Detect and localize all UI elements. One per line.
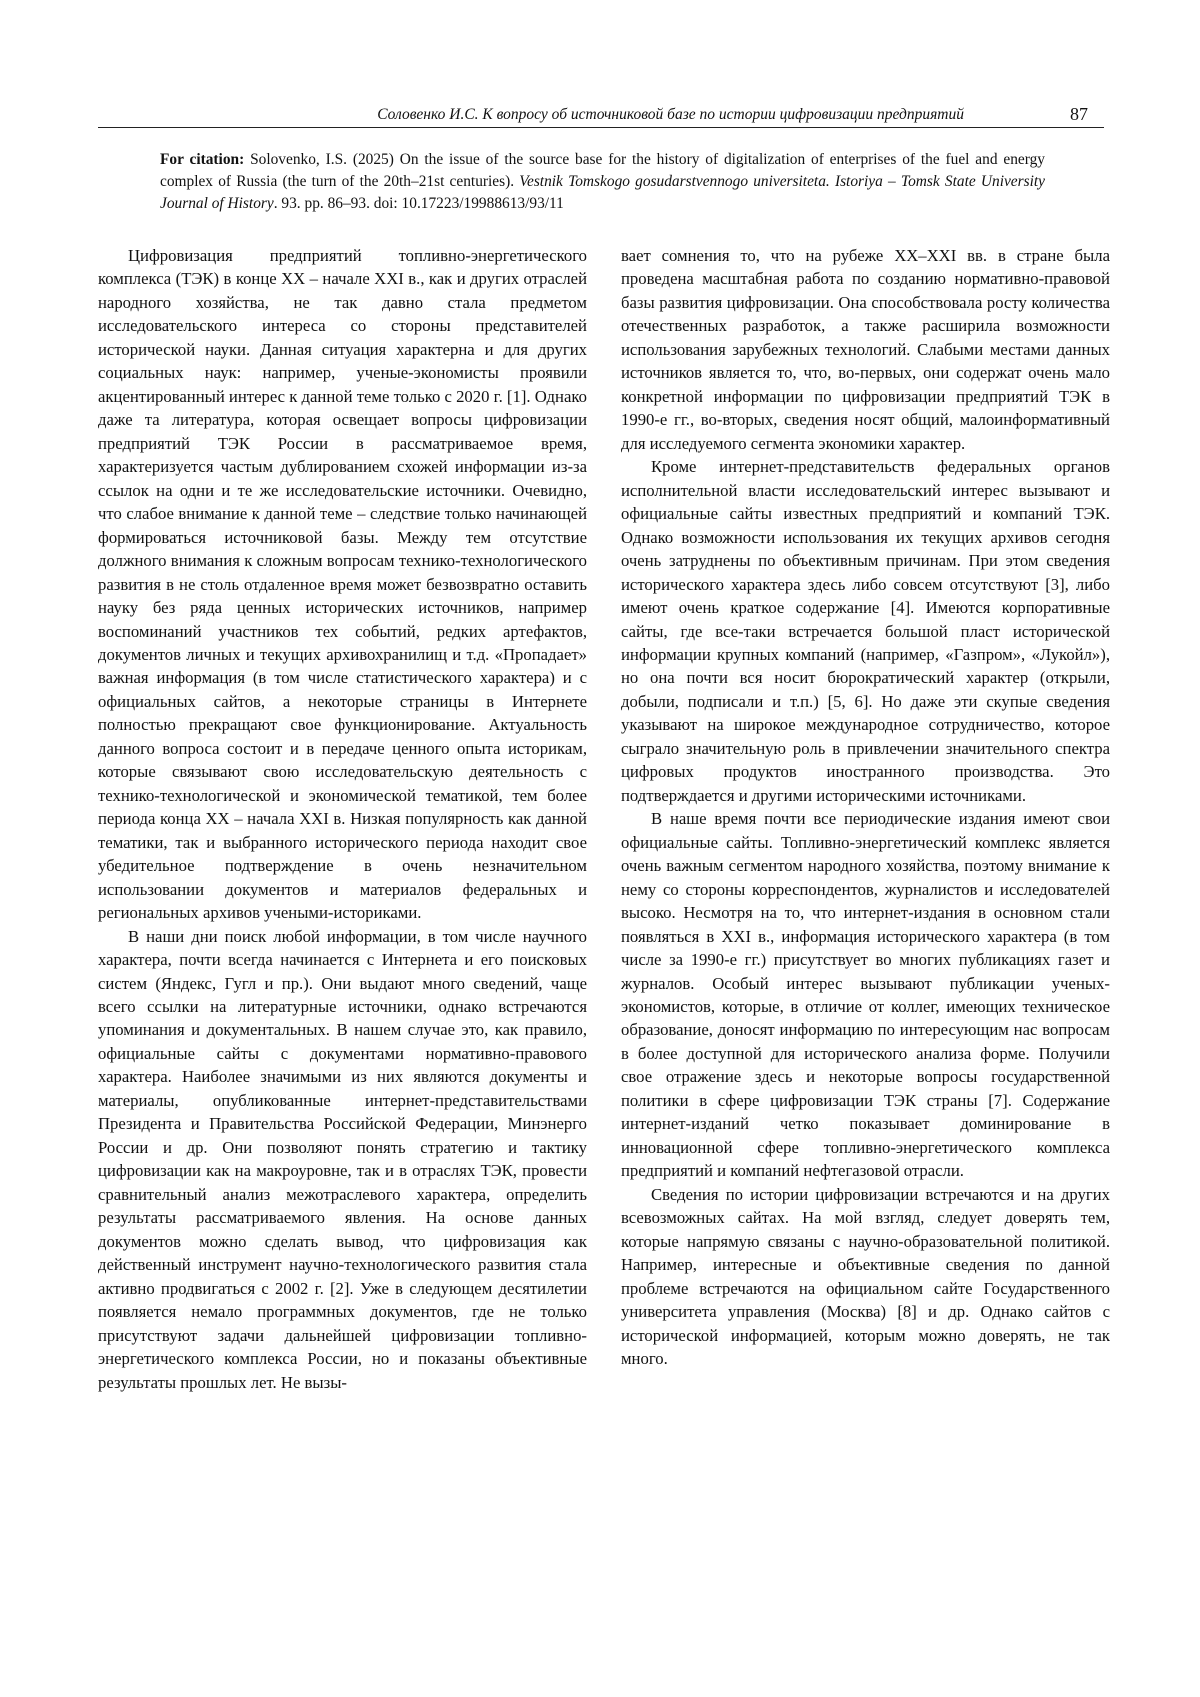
body-paragraph: В наши дни поиск любой информации, в том числе научного характера, почти всегда начинается с Интернета и его поисковых систем (Яндекс, Гугл и пр.). Они выдают много сведений, чаще всего ссылки на литературные источники, однако встречаются упоминания и документальных. В нашем случае это, как правило, официальные сайты с документами нормативно-правового характера. Наиболее значимыми из них являются документы и материалы, опубликованные интернет-представительствами Президента и Правительства Российской Федерации, Минэнерго России и др. Они позволяют понять стратегию и тактику цифровизации как на макроуровне, так и в отраслях ТЭК, провести сравнительный анализ межотраслевого характера, определить результаты рассматриваемого явления. На основе данных документов можно сделать вывод, что цифровизация как действенный инструмент научно-технологического развития стала активно продвигаться с 2002 г. [2]. Уже в следующем десятилетии появляется немало программных документов, где не только присутствуют задачи дальнейшей цифровизации топливно-энергетического комплекса России, но и показаны объективные результаты прошлых лет. Не вызы-	[98, 926, 587, 1392]
body-paragraph: вает сомнения то, что на рубеже XX–XXI вв. в стране была проведена масштабная работа по созданию нормативно-правовой базы развития цифровизации. Она способствовала росту количества отечественных разработок, а также расширила возможности использования зарубежных технологий. Слабыми местами данных источников является то, что, во-первых, они содержат очень мало конкретной информации по цифровизации предприятий ТЭК в 1990-е гг., во-вторых, сведения носят общий, малоинформативный для исследуемого сегмента экономики характер.	[621, 246, 1110, 453]
citation-journal: Vestnik Tomskogo gosudarstvennogo universiteta. Istoriya – Tomsk State University Journal of History	[160, 173, 1045, 212]
body-paragraph: Кроме интернет-представительств федеральных органов исполнительной власти исследовательский интерес вызывают и официальные сайты известных предприятий и компаний ТЭК. Однако возможности использования их текущих архивов сегодня очень затруднены по объективным причинам. При этом сведения исторического характера здесь либо совсем отсутствуют [3], либо имеют очень краткое содержание [4]. Имеются корпоративные сайты, где все-таки встречается большой пласт исторической информации крупных компаний (например, «Газпром», «Лукойл»), но она почти вся носит бюрократический характер (открыли, добыли, подписали и т.п.) [5, 6]. Но даже эти скупые сведения указывают на широкое международное сотрудничество, которое сыграло значительную роль в привлечении значительного спектра цифровых продуктов иностранного производства. Это подтверждается и другими историческими источниками.	[621, 457, 1110, 805]
left-column	[98, 244, 587, 1394]
citation-text: Solovenko, I.S. (2025) On the issue of the source base for the history of digitalization of enterprises of the fuel and energy complex of Russia (the turn of the 20th–21st centuries).	[160, 151, 1045, 190]
body-paragraph: Цифровизация предприятий топливно-энергетического комплекса (ТЭК) в конце XX – начале XXI в., как и других отраслей народного хозяйства, не так давно стала предметом исследовательского интереса со стороны представителей исторической науки. Данная ситуация характерна и для других социальных наук: например, ученые-экономисты проявили акцентированный интерес к данной теме только с 2020 г. [1]. Однако даже та литература, которая освещает вопросы цифровизации предприятий ТЭК России в рассматриваемое время, характеризуется частым дублированием схожей информации из-за ссылок на одни и те же исследовательские источники. Очевидно, что слабое внимание к данной теме – следствие только начинающей формироваться источниковой базы. Между тем отсутствие должного внимания к сложным вопросам технико-технологического развития в не столь отдаленное время может безвозвратно оставить науку без ряда ценных исторических источников, например воспоминаний участников тех событий, редких артефактов, документов личных и текущих архивохранилищ и т.д. «Пропадает» важная информация (в том числе статистического характера) и с официальных сайтов, а некоторые страницы в Интернете полностью прекращают свое функционирование. Актуальность данного вопроса состоит и в передаче ценного опыта историкам, которые связывают свою исследовательскую деятельность с технико-технологической и экономической тематикой, тем более периода конца XX – начала XXI в. Низкая популярность как данной тематики, так и выбранного исторического периода находит свое убедительное подтверждение в очень незначительном использовании документов и материалов федеральных и региональных архивов учеными-историками.	[98, 246, 587, 923]
header-divider	[98, 127, 1104, 128]
citation-block	[160, 149, 1045, 215]
page-number: 87	[1070, 104, 1088, 124]
body-paragraph: Сведения по истории цифровизации встречаются и на других всевозможных сайтах. На мой взгляд, следует доверять тем, которые напрямую связаны с научно-образовательной политикой. Например, интересные и объективные сведения по данной проблеме встречаются на официальном сайте Государственного университета управления (Москва) [8] и др. Однако сайтов с исторической информацией, которым можно доверять, не так много.	[621, 1184, 1110, 1369]
citation-tail: . 93. pp. 86–93. doi: 10.17223/19988613/93/11	[273, 195, 564, 212]
running-header: Соловенко И.С. К вопросу об источниковой базе по истории цифровизации предприятий	[377, 106, 964, 123]
citation-label: For citation:	[160, 151, 245, 168]
body-paragraph: В наше время почти все периодические издания имеют свои официальные сайты. Топливно-энергетический комплекс является очень важным сегментом народного хозяйства, поэтому внимание к нему со стороны корреспондентов, журналистов и исследователей высоко. Несмотря на то, что интернет-издания в основном стали появляться в XXI в., информация исторического характера (в том числе за 1990-е гг.) присутствует во многих публикациях газет и журналов. Особый интерес вызывают публикации ученых-экономистов, которые, в отличие от коллег, имеющих техническое образование, доносят информацию по интересующим нас вопросам в более доступной для исторического анализа форме. Получили свое отражение здесь и некоторые вопросы государственной политики в сфере цифровизации ТЭК страны [7]. Содержание интернет-изданий четко показывает доминирование в инновационной сфере топливно-энергетического комплекса предприятий и компаний нефтегазовой отрасли.	[621, 809, 1110, 1181]
right-column	[621, 244, 1110, 1371]
